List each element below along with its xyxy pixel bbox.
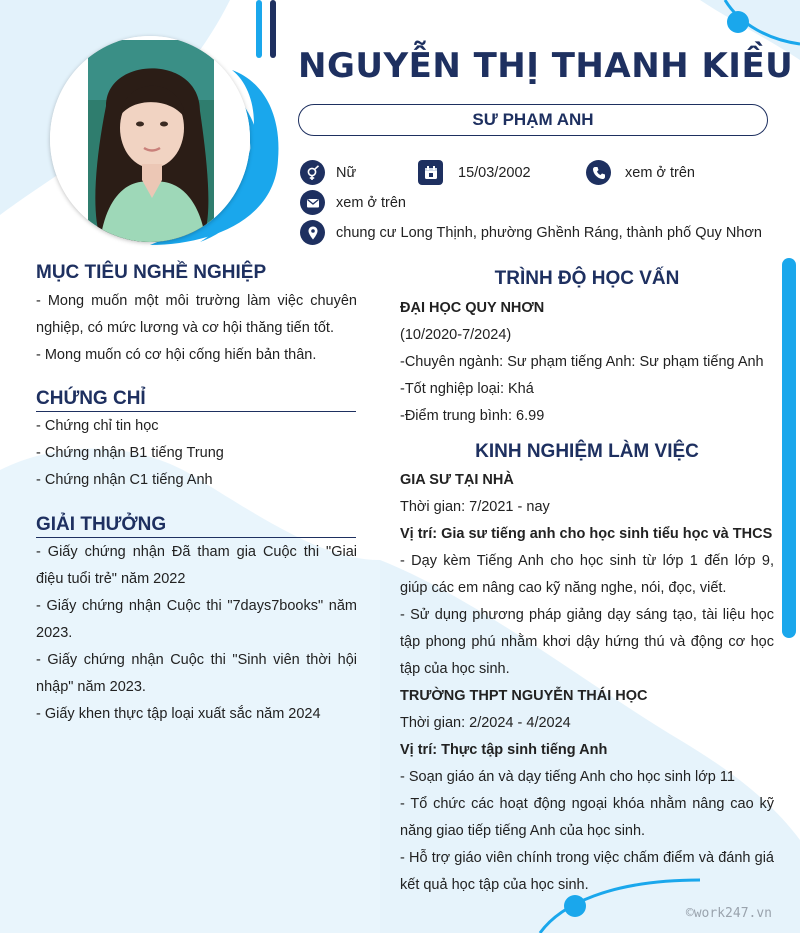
certificates-section <box>36 413 357 494</box>
objective-section <box>36 288 357 369</box>
address-value: chung cư Long Thịnh, phường Ghềnh Ráng, thành phố Quy Nhơn <box>336 224 762 241</box>
phone-item <box>586 160 695 185</box>
objective-title: MỤC TIÊU NGHỀ NGHIỆP <box>36 262 267 283</box>
education-title: TRÌNH ĐỘ HỌC VẤN <box>494 268 680 289</box>
education-grade: -Tốt nghiệp loại: Khá <box>400 381 534 397</box>
birthdate-value: 15/03/2002 <box>458 164 531 181</box>
education-section <box>400 295 774 430</box>
location-icon <box>300 220 325 245</box>
gender-icon <box>300 160 325 185</box>
job-time: Thời gian: 2/2024 - 4/2024 <box>400 715 571 731</box>
gender-value: Nữ <box>336 164 357 181</box>
awards-title: GIẢI THƯỞNG <box>36 514 356 538</box>
job-detail: - Sử dụng phương pháp giảng dạy sáng tạo, tài liệu học tập phong phú nhằm khơi dậy hứng thú và động cơ học tập của học sinh. <box>400 607 774 677</box>
job-time: Thời gian: 7/2021 - nay <box>400 499 550 515</box>
award-item: - Giấy khen thực tập loại xuất sắc năm 2024 <box>36 706 321 722</box>
experience-title: KINH NGHIỆM LÀM VIỆC <box>475 441 699 462</box>
awards-section <box>36 539 357 728</box>
certificate-item: - Chứng nhận C1 tiếng Anh <box>36 472 213 488</box>
job-company: TRƯỜNG THPT NGUYỄN THÁI HỌC <box>400 688 648 704</box>
watermark: ©work247.vn <box>685 906 772 921</box>
email-icon <box>300 190 325 215</box>
certificate-item: - Chứng nhận B1 tiếng Trung <box>36 445 224 461</box>
profile-photo <box>50 36 250 242</box>
education-major: -Chuyên ngành: Sư phạm tiếng Anh: Sư phạm tiếng Anh <box>400 354 764 370</box>
job-detail: - Soạn giáo án và dạy tiếng Anh cho học sinh lớp 11 <box>400 769 735 785</box>
education-gpa: -Điểm trung bình: 6.99 <box>400 408 545 424</box>
job-detail: - Tổ chức các hoạt động ngoại khóa nhằm nâng cao kỹ năng giao tiếp tiếng Anh của học sinh. <box>400 796 774 839</box>
education-school: ĐẠI HỌC QUY NHƠN <box>400 300 545 316</box>
job-detail: - Dạy kèm Tiếng Anh cho học sinh từ lớp 1 đến lớp 9, giúp các em nâng cao kỹ năng nghe, nói, đọc, viết. <box>400 553 774 596</box>
phone-icon <box>586 160 611 185</box>
email-value: xem ở trên <box>336 194 406 211</box>
job-position: Vị trí: Gia sư tiếng anh cho học sinh tiểu học và THCS <box>400 526 773 542</box>
job-title-badge <box>298 104 768 136</box>
objective-line: - Mong muốn có cơ hội cống hiến bản thân. <box>36 347 317 363</box>
experience-section <box>400 467 774 899</box>
email-item <box>300 190 406 215</box>
candidate-name: NGUYỄN THỊ THANH KIỀU <box>298 46 794 86</box>
award-item: - Giấy chứng nhận Cuộc thi "Sinh viên thời hội nhập" năm 2023. <box>36 652 357 695</box>
education-period: (10/2020-7/2024) <box>400 327 512 343</box>
phone-value: xem ở trên <box>625 164 695 181</box>
address-item <box>300 220 762 245</box>
job-position: Vị trí: Thực tập sinh tiếng Anh <box>400 742 608 758</box>
job-company: GIA SƯ TẠI NHÀ <box>400 472 514 488</box>
award-item: - Giấy chứng nhận Cuộc thi "7days7books" năm 2023. <box>36 598 357 641</box>
job-title: SƯ PHẠM ANH <box>472 110 594 129</box>
calendar-icon <box>418 160 443 185</box>
certificates-title: CHỨNG CHỈ <box>36 388 356 412</box>
objective-line: - Mong muốn một môi trường làm việc chuyên nghiệp, có mức lương và cơ hội thăng tiến tốt. <box>36 293 357 336</box>
gender-item <box>300 160 356 185</box>
birthdate-item <box>418 160 531 185</box>
award-item: - Giấy chứng nhận Đã tham gia Cuộc thi "Giai điệu tuổi trẻ" năm 2022 <box>36 544 357 587</box>
certificate-item: - Chứng chỉ tin học <box>36 418 159 434</box>
job-detail: - Hỗ trợ giáo viên chính trong việc chấm điểm và đánh giá kết quả học tập của học sinh. <box>400 850 774 893</box>
